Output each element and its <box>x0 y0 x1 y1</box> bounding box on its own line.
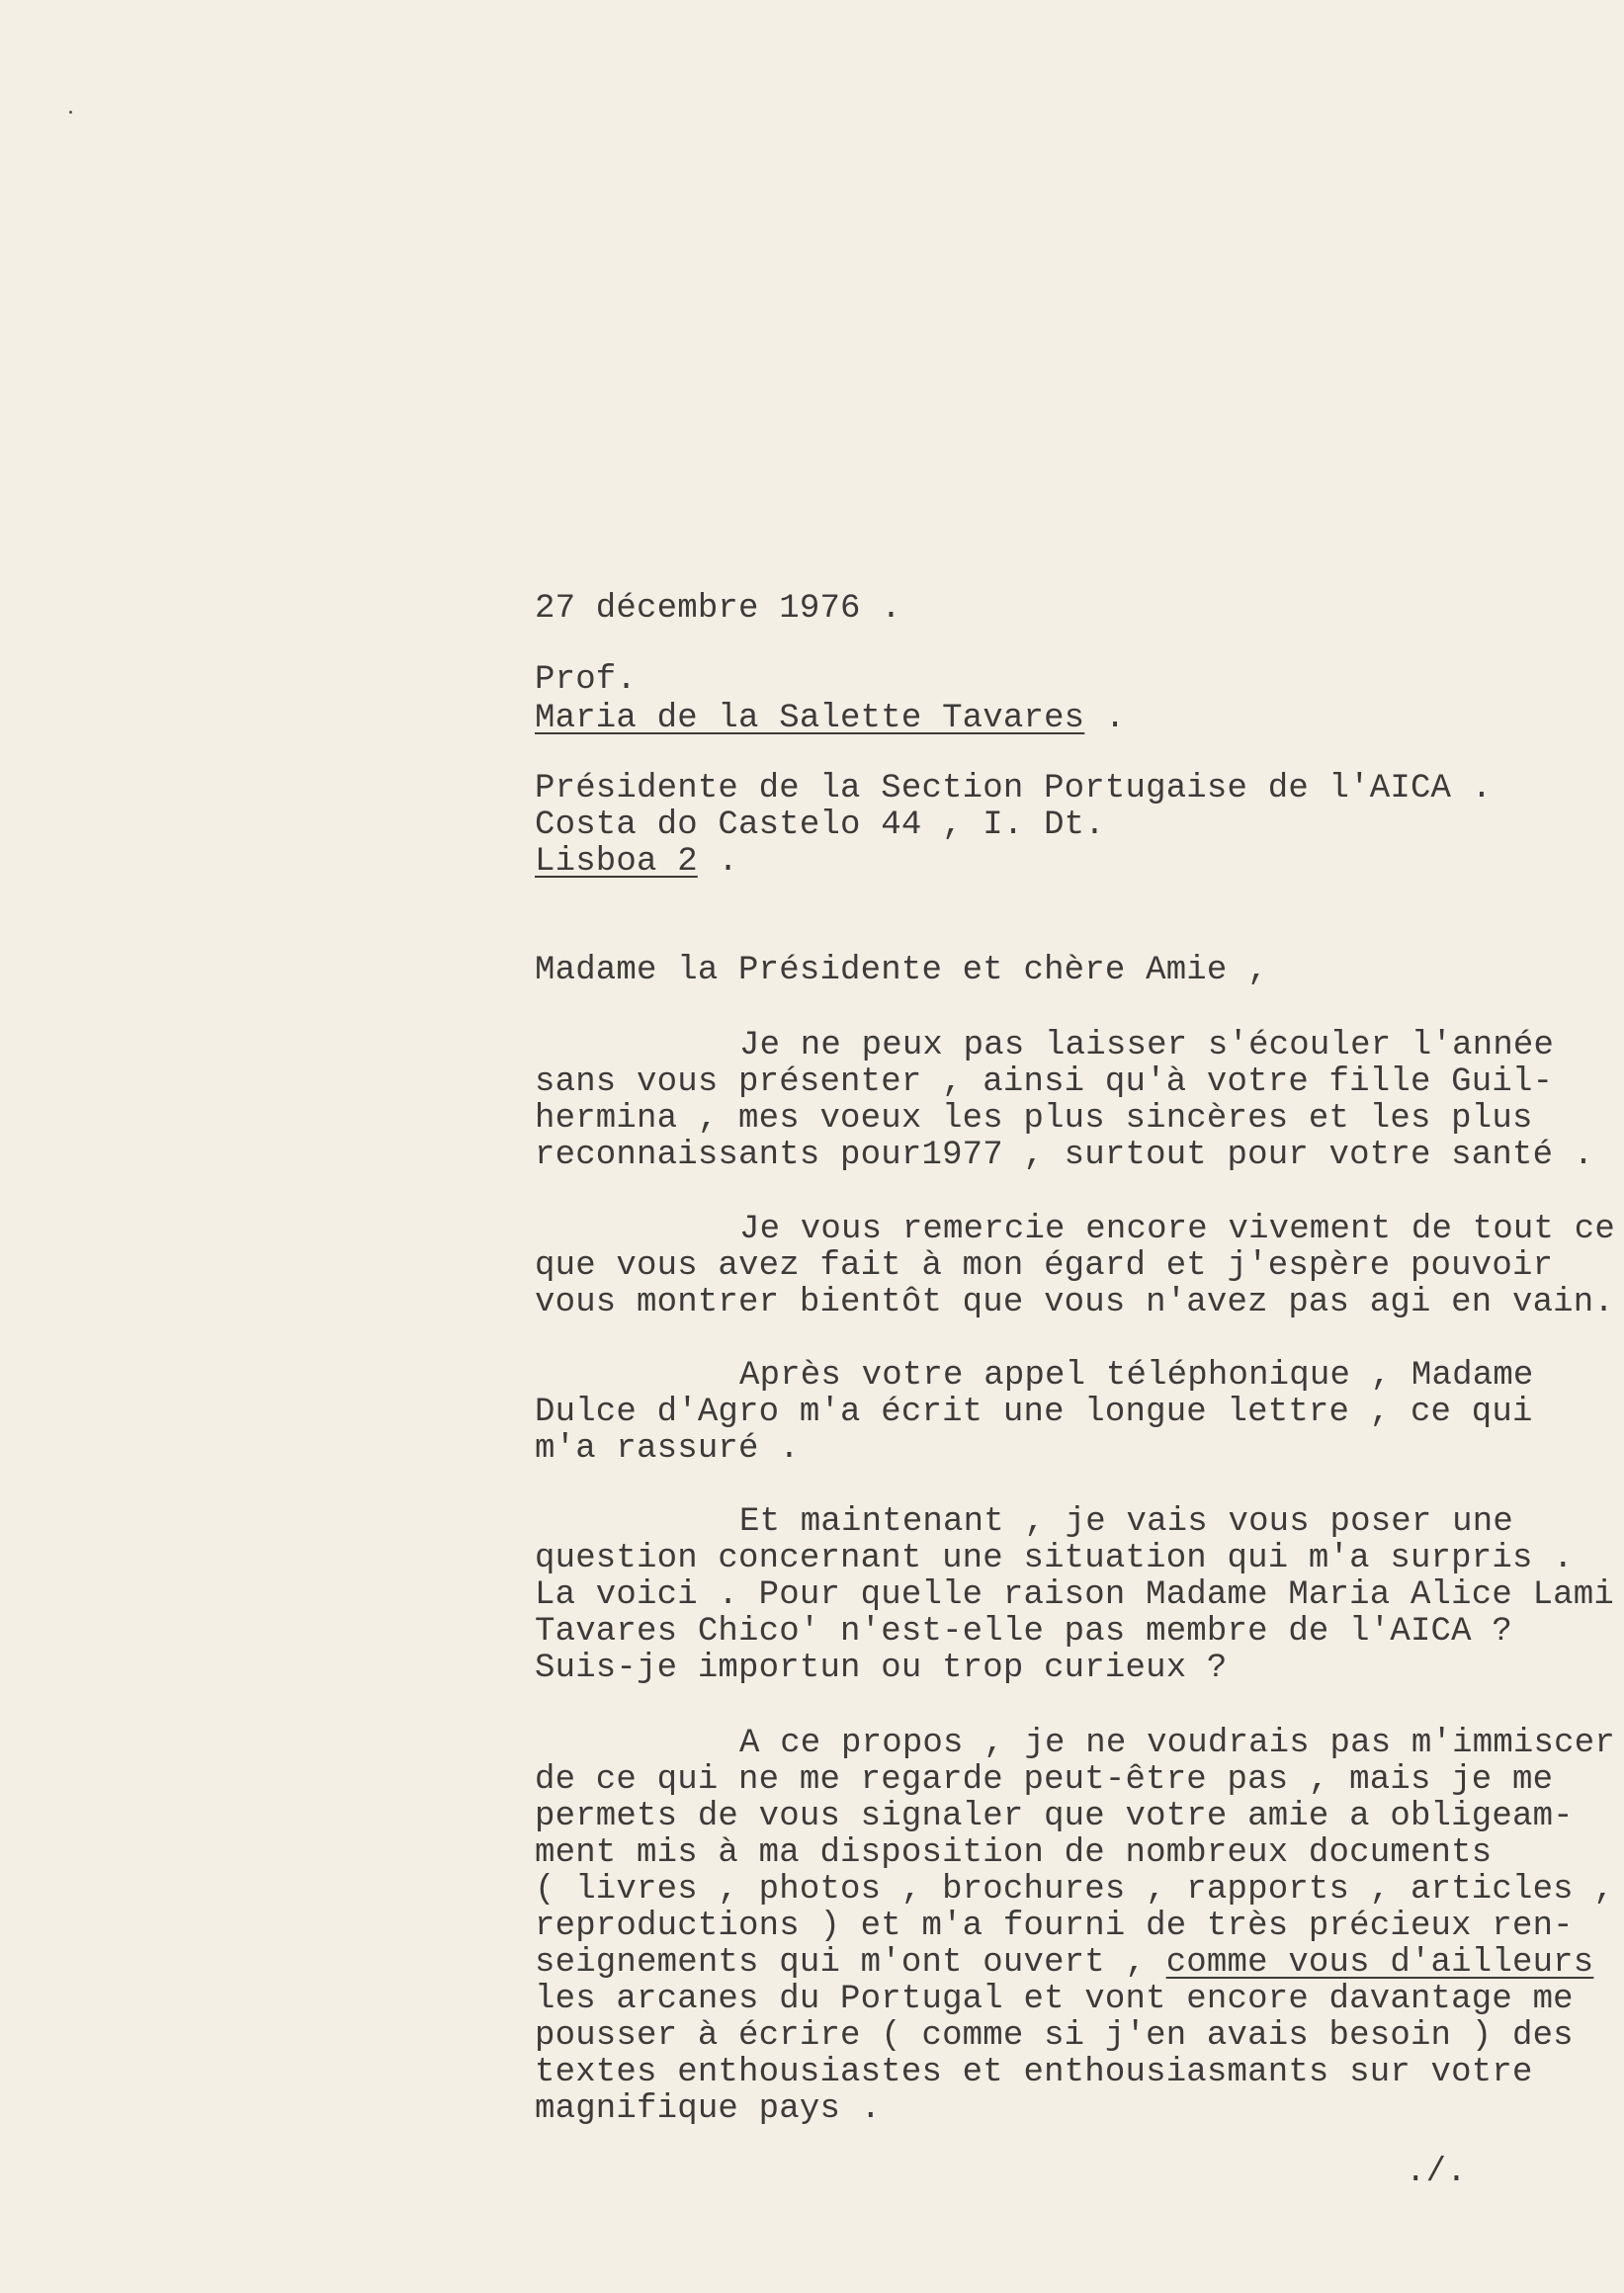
p5-line-11: magnifique pays . <box>535 2090 882 2128</box>
salutation: Madame la Présidente et chère Amie , <box>535 952 1268 989</box>
p1-line-2: sans vous présenter , ainsi qu'à votre fille Guil- <box>535 1063 1554 1101</box>
p5-line-3: permets de vous signaler que votre amie a obligeam- <box>535 1798 1574 1835</box>
p5-line-10: textes enthousiastes et enthousiasmants sur votre <box>535 2054 1533 2091</box>
p3-line-1: Après votre appel téléphonique , Madame <box>739 1357 1534 1395</box>
p5-line-7-text: seignements qui m'ont ouvert , <box>535 1944 1166 1982</box>
recipient-city-line <box>535 844 738 881</box>
paper-speck <box>69 111 72 114</box>
p1-line-4: reconnaissants pour1977 , surtout pour votre santé . <box>535 1137 1594 1174</box>
underlined-insert: comme vous d'ailleurs <box>1165 1944 1594 1982</box>
p4-line-1: Et maintenant , je vais vous poser une <box>739 1503 1513 1541</box>
recipient-name-line <box>535 701 1126 737</box>
p3-line-2: Dulce d'Agro m'a écrit une longue lettre , ce qui <box>535 1394 1533 1431</box>
p5-line-2: de ce qui ne me regarde peut-être pas , mais je me <box>535 1761 1554 1799</box>
p4-line-3: La voici . Pour quelle raison Madame Maria Alice Lami <box>535 1576 1614 1614</box>
recipient-city-suffix: . <box>697 843 739 881</box>
continuation-mark: ./. <box>1406 2154 1467 2191</box>
p5-line-4: ment mis à ma disposition de nombreux documents <box>535 1834 1493 1872</box>
p2-line-1: Je vous remercie encore vivement de tout ce <box>739 1211 1615 1248</box>
p1-line-1: Je ne peux pas laisser s'écouler l'année <box>739 1027 1555 1064</box>
recipient-city: Lisboa 2 <box>535 843 698 881</box>
p5-line-1: A ce propos , je ne voudrais pas m'immiscer <box>739 1725 1615 1762</box>
recipient-name: Maria de la Salette Tavares <box>535 700 1085 737</box>
p2-line-2: que vous avez fait à mon égard et j'espère pouvoir <box>535 1247 1554 1285</box>
p2-line-3: vous montrer bientôt que vous n'avez pas agi en vain. <box>535 1284 1614 1321</box>
recipient-title: Prof. <box>535 661 638 699</box>
p5-line-9: pousser à écrire ( comme si j'en avais besoin ) des <box>535 2017 1574 2055</box>
p5-line-5: ( livres , photos , brochures , rapports , articles , <box>535 1871 1614 1909</box>
letter-date: 27 décembre 1976 . <box>535 590 901 628</box>
recipient-role: Présidente de la Section Portugaise de l'AICA . <box>535 770 1493 807</box>
p4-line-2: question concernant une situation qui m'a surpris . <box>535 1540 1574 1577</box>
p3-line-3: m'a rassuré . <box>535 1430 800 1468</box>
p1-line-3: hermina , mes voeux les plus sincères et les plus <box>535 1100 1533 1138</box>
p4-line-5: Suis-je importun ou trop curieux ? <box>535 1650 1228 1687</box>
recipient-street: Costa do Castelo 44 , I. Dt. <box>535 807 1105 844</box>
p4-line-4: Tavares Chico' n'est-elle pas membre de l'AICA ? <box>535 1613 1512 1651</box>
p5-line-7 <box>535 1945 1593 1982</box>
p5-line-8: les arcanes du Portugal et vont encore davantage me <box>535 1981 1574 2018</box>
p5-line-6: reproductions ) et m'a fourni de très précieux ren- <box>535 1908 1574 1945</box>
recipient-name-suffix: . <box>1084 700 1126 737</box>
